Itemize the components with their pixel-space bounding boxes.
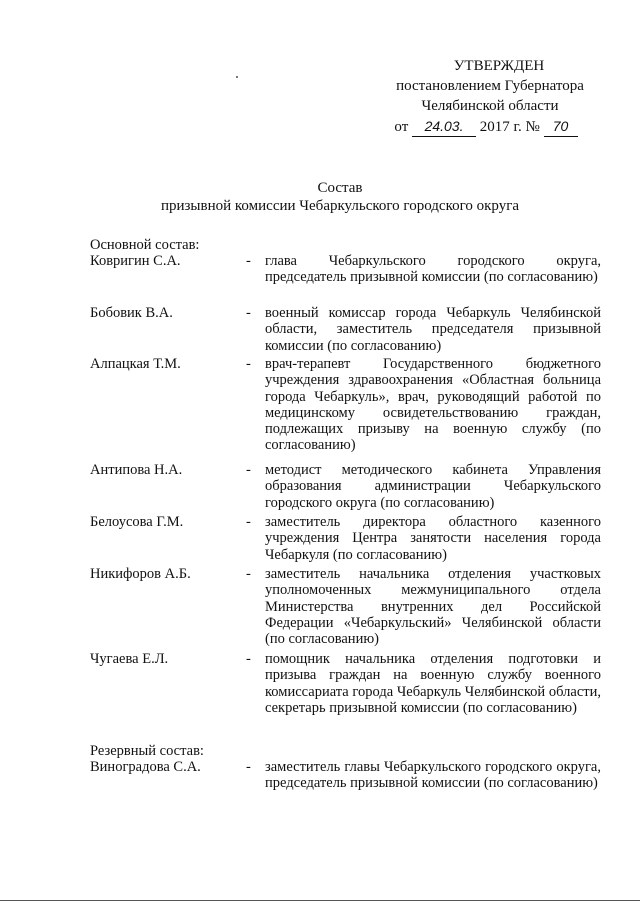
member-dash: - (246, 651, 251, 667)
main-section-title: Основной состав: (90, 237, 200, 253)
member-dash: - (246, 305, 251, 321)
heading-subtitle: призывной комиссии Чебаркульского городского округа (160, 198, 520, 214)
heading-title: Состав (317, 180, 363, 196)
member-description: помощник начальника отделения подготовки и призыва граждан на военную службу военного комиссариата города Чебаркуль Челябинской области, секретарь призывной комиссии (по согласованию) (265, 651, 601, 716)
member-name: Ковригин С.А. (90, 253, 181, 269)
member-name: Виноградова С.А. (90, 759, 201, 775)
member-description: глава Чебаркульского городского округа, председатель призывной комиссии (по согласованию) (265, 253, 601, 286)
member-dash: - (246, 253, 251, 269)
member-dash: - (246, 514, 251, 530)
member-dash: - (246, 566, 251, 582)
member-name: Бобовик В.А. (90, 305, 173, 321)
approval-block (380, 56, 590, 137)
approval-date-line (382, 116, 590, 137)
approval-line-1: постановлением Губернатора (396, 78, 584, 94)
member-dash: - (246, 356, 251, 372)
member-name: Антипова Н.А. (90, 462, 183, 478)
approval-date-prefix: от (394, 119, 409, 135)
scan-speck (236, 76, 238, 78)
approval-title: УТВЕРЖДЕН (453, 58, 545, 74)
approval-year-text: 2017 г. № (479, 119, 540, 135)
member-description: заместитель начальника отделения участковых уполномоченных межмуниципального отдела Министерства внутренних дел Российской Федерации «Чебаркульский» Челябинской области (по согласованию) (265, 566, 601, 648)
reserve-section-title: Резервный состав: (90, 743, 204, 759)
member-description: заместитель директора областного казенного учреждения Центра занятости населения города Чебаркуля (по согласованию) (265, 514, 601, 563)
member-dash: - (246, 759, 251, 775)
member-description: методист методического кабинета Управления образования администрации Чебаркульского городского округа (по согласованию) (265, 462, 601, 511)
member-name: Алпацкая Т.М. (90, 356, 181, 372)
page-bottom-edge (0, 900, 640, 901)
member-description: врач-терапевт Государственного бюджетного учреждения здравоохранения «Областная больница города Чебаркуль», врач, руководящий работой по медицинскому освидетельствованию граждан, подлежащих призыву на военную службу (по согласованию) (265, 356, 601, 454)
member-name: Белоусова Г.М. (90, 514, 184, 530)
approval-date-value: 24.03. (412, 116, 476, 137)
member-description: заместитель главы Чебаркульского городского округа, председатель призывной комиссии (по согласованию) (265, 759, 601, 792)
member-dash: - (246, 462, 251, 478)
member-name: Чугаева Е.Л. (90, 651, 169, 667)
approval-number-value: 70 (544, 116, 578, 137)
approval-line-2: Челябинской области (421, 98, 559, 114)
member-description: военный комиссар города Чебаркуль Челябинской области, заместитель председателя призывной комиссии (по согласованию) (265, 305, 601, 354)
member-name: Никифоров А.Б. (90, 566, 191, 582)
